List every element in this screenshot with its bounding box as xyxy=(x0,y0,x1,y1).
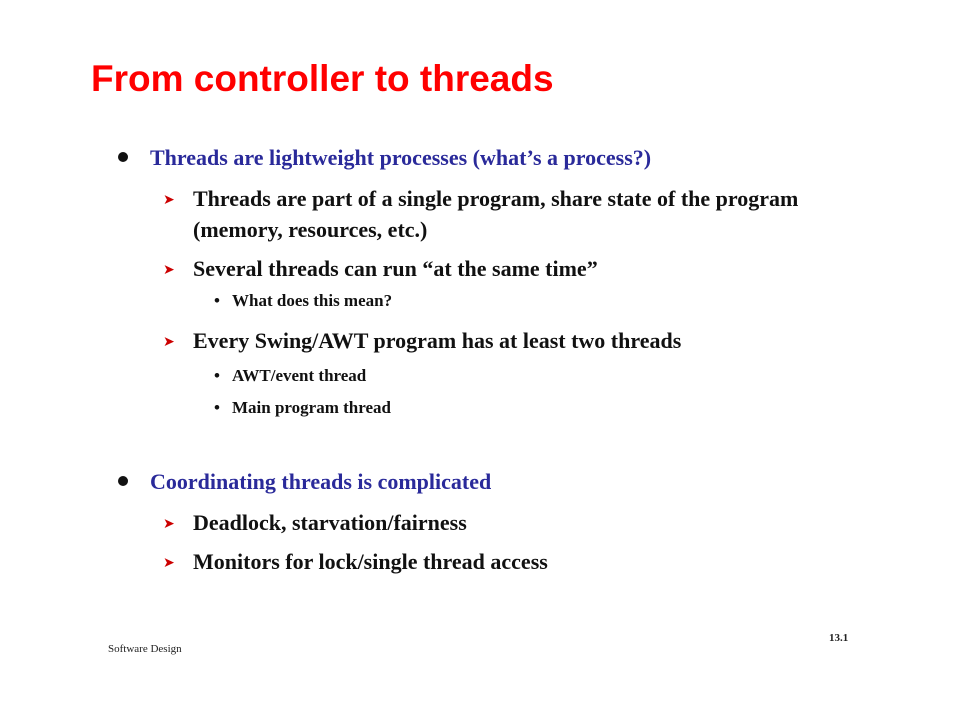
section-heading: Coordinating threads is complicated xyxy=(150,469,492,494)
arrow-bullet-icon: ➤ xyxy=(163,555,175,571)
arrow-bullet-icon: ➤ xyxy=(163,334,175,350)
dot-bullet-icon: • xyxy=(214,398,220,417)
sub-list-item: Main program thread xyxy=(232,398,391,417)
arrow-bullet-icon: ➤ xyxy=(163,516,175,532)
slide-title: From controller to threads xyxy=(91,58,554,99)
bullet-icon xyxy=(118,152,128,162)
list-item: Threads are part of a single program, share state of the program (memory, resources, etc.) xyxy=(193,186,799,242)
sub-list-item: What does this mean? xyxy=(232,291,393,310)
section-heading: Threads are lightweight processes (what’s a process?) xyxy=(150,145,652,170)
footer-text: Software Design xyxy=(108,643,182,655)
bullet-icon xyxy=(118,476,128,486)
arrow-bullet-icon: ➤ xyxy=(163,192,175,208)
sub-list-item: AWT/event thread xyxy=(232,366,367,385)
dot-bullet-icon: • xyxy=(214,291,220,310)
arrow-bullet-icon: ➤ xyxy=(163,262,175,278)
dot-bullet-icon: • xyxy=(214,366,220,385)
list-item: Every Swing/AWT program has at least two threads xyxy=(193,328,682,353)
page-number: 13.1 xyxy=(829,632,849,644)
list-item: Several threads can run “at the same time” xyxy=(193,256,598,281)
list-item: Monitors for lock/single thread access xyxy=(193,549,548,574)
list-item: Deadlock, starvation/fairness xyxy=(193,510,467,535)
